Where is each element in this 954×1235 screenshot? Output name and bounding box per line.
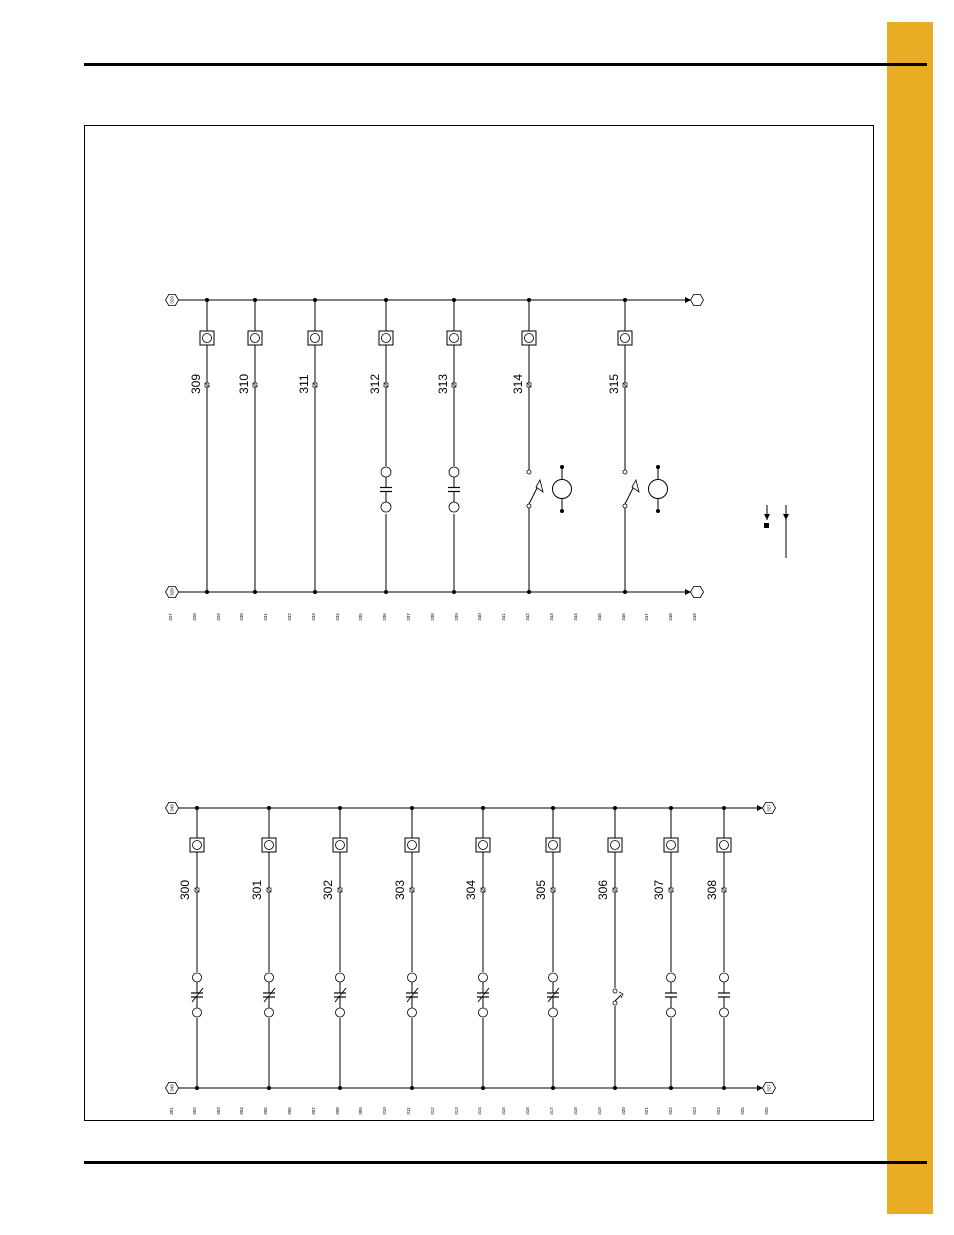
ruler-label: 343: [549, 613, 554, 621]
ruler-label: 317: [549, 1107, 554, 1115]
circuit-307: [652, 806, 678, 1090]
ruler-label: 308: [335, 1107, 340, 1115]
legend-square: [764, 523, 769, 528]
connector-left-bottom: [166, 1082, 179, 1093]
wire-marker: [313, 383, 317, 387]
legend-arrow: [783, 514, 789, 520]
contact-terminal: [408, 973, 417, 982]
ruler-label: 306: [287, 1107, 292, 1115]
contact-terminal: [381, 502, 391, 512]
circuit-number: 314: [511, 373, 525, 395]
circuit-305: [534, 806, 560, 1090]
contact-terminal: [667, 1008, 676, 1017]
wire-marker: [551, 888, 555, 892]
connector-left-top: [166, 802, 179, 813]
contact-terminal: [408, 1008, 417, 1017]
circuit-number: 307: [652, 879, 666, 901]
ruler-label: 348: [668, 613, 673, 621]
connector-left-bottom: [166, 586, 179, 597]
circuit-number: 311: [297, 374, 311, 394]
connector-right-bottom: [763, 1082, 776, 1093]
connector-label: 328: [169, 588, 175, 596]
ruler-label: 327: [168, 613, 173, 621]
terminal-square: [717, 838, 731, 852]
terminal-block: [546, 838, 560, 852]
terminal-block: [333, 838, 347, 852]
contact-terminal: [479, 1008, 488, 1017]
contact-terminal: [667, 973, 676, 982]
circuit-306: [596, 806, 623, 1090]
wire-marker: [669, 888, 673, 892]
ruler-label: 307: [311, 1107, 316, 1115]
terminal-block: [190, 838, 204, 852]
terminal-block: [717, 838, 731, 852]
ruler-label: 328: [192, 613, 197, 621]
circuit-310: [237, 298, 262, 594]
ruler-label: 332: [287, 613, 292, 621]
circuit-number: 305: [534, 879, 548, 901]
contact-terminal: [336, 1008, 345, 1017]
switch-arrow: [536, 480, 543, 492]
wire-marker: [195, 888, 199, 892]
ruler-label: 344: [573, 613, 578, 621]
connector-label: 327: [766, 1084, 772, 1092]
circuit-300: [178, 806, 204, 1090]
ruler-label: 312: [430, 1107, 435, 1115]
terminal-block: [262, 838, 276, 852]
circuit-301: [250, 806, 276, 1090]
wire-marker: [253, 383, 257, 387]
ruler-label: 347: [644, 613, 649, 621]
circuit-number: 313: [436, 373, 450, 395]
ruler-label: 329: [216, 613, 221, 621]
terminal-block: [248, 331, 262, 345]
ruler-label: 313: [454, 1107, 459, 1115]
switch-pin: [613, 1001, 617, 1005]
contact-terminal: [449, 467, 459, 477]
switch-gap: [622, 470, 628, 508]
circuit-number: 302: [321, 879, 335, 901]
wire-marker: [481, 888, 485, 892]
ruler-label: 337: [406, 613, 411, 621]
ruler-scale: [168, 613, 697, 621]
terminal-block: [476, 838, 490, 852]
contact-terminal: [265, 973, 274, 982]
ruler-label: 349: [692, 613, 697, 621]
ruler-label: 334: [335, 613, 340, 621]
circuit-number: 300: [178, 879, 192, 901]
circuit-313: [436, 298, 461, 594]
terminal-block: [308, 331, 322, 345]
ruler-label: 314: [477, 1107, 482, 1115]
motor-circle: [553, 480, 572, 499]
contact-terminal: [336, 973, 345, 982]
flow-arrow: [757, 1085, 763, 1091]
connector-hex: [691, 586, 704, 597]
ruler-label: 335: [358, 613, 363, 621]
circuit-302: [321, 806, 347, 1090]
contact-terminal: [193, 973, 202, 982]
wire-marker: [613, 888, 617, 892]
motor-switch: [527, 465, 572, 513]
circuit-314: [511, 298, 572, 594]
terminal-square: [546, 838, 560, 852]
contact-terminal: [549, 1008, 558, 1017]
circuit-number: 301: [250, 879, 264, 901]
connector-label: 349: [169, 1084, 175, 1092]
contact-terminal: [720, 1008, 729, 1017]
ruler-label: 320: [621, 1107, 626, 1115]
ruler-label: 346: [621, 613, 626, 621]
terminal-block: [405, 838, 419, 852]
motor-switch: [623, 465, 668, 513]
ruler-label: 316: [525, 1107, 530, 1115]
switch-pin: [613, 989, 617, 993]
junction-dot: [656, 465, 660, 469]
upper-diagram: [166, 294, 790, 620]
terminal-block: [664, 838, 678, 852]
switch-arrow: [632, 480, 639, 492]
circuit-number: 312: [368, 373, 382, 395]
connector-right-bottom: [691, 586, 704, 597]
connector-right-top: [763, 802, 776, 813]
flow-arrow: [685, 297, 691, 303]
junction-dot: [656, 509, 660, 513]
terminal-block: [522, 331, 536, 345]
connector-label: 327: [766, 804, 772, 812]
wire-marker: [623, 383, 627, 387]
junction-dot: [560, 509, 564, 513]
circuit-number: 306: [596, 879, 610, 901]
circuit-number: 304: [464, 879, 478, 901]
ruler-label: 304: [239, 1107, 244, 1115]
connector-hex: [691, 294, 704, 305]
ruler-label: 321: [644, 1107, 649, 1115]
wire-marker: [410, 888, 414, 892]
wire-marker: [338, 888, 342, 892]
contact-terminal: [449, 502, 459, 512]
legend-arrow: [764, 514, 770, 520]
switch-pin: [623, 470, 627, 474]
contact-terminal: [479, 973, 488, 982]
flow-arrow: [757, 805, 763, 811]
switch-pin: [527, 470, 531, 474]
ruler-label: 326: [764, 1107, 769, 1115]
wire-marker: [205, 383, 209, 387]
ruler-label: 340: [477, 613, 482, 621]
connector-right-top: [691, 294, 704, 305]
terminal-square: [664, 838, 678, 852]
ruler-label: 324: [716, 1107, 721, 1115]
contact-terminal: [720, 973, 729, 982]
ruler-label: 309: [358, 1107, 363, 1115]
ruler-label: 330: [239, 613, 244, 621]
switch-pin: [527, 504, 531, 508]
terminal-square: [608, 838, 622, 852]
contact-terminal: [193, 1008, 202, 1017]
ruler-label: 315: [501, 1107, 506, 1115]
ruler-label: 331: [263, 613, 268, 621]
circuit-number: 303: [393, 879, 407, 901]
ruler-label: 310: [382, 1107, 387, 1115]
wire-marker: [722, 888, 726, 892]
terminal-block: [618, 331, 632, 345]
switch-gap: [526, 470, 532, 508]
circuit-311: [297, 298, 322, 594]
flow-arrow: [685, 589, 691, 595]
ruler-label: 339: [454, 613, 459, 621]
contact-terminal: [381, 467, 391, 477]
ruler-label: 338: [430, 613, 435, 621]
circuit-309: [189, 298, 214, 594]
contact-terminal: [265, 1008, 274, 1017]
terminal-block: [200, 331, 214, 345]
terminal-block: [608, 838, 622, 852]
ruler-label: 322: [668, 1107, 673, 1115]
circuit-number: 315: [607, 373, 621, 395]
ruler-label: 342: [525, 613, 530, 621]
circuit-303: [393, 806, 419, 1090]
wire-marker: [384, 383, 388, 387]
ruler-label: 302: [192, 1107, 197, 1115]
ruler-label: 305: [263, 1107, 268, 1115]
wire-marker: [452, 383, 456, 387]
ruler-label: 325: [740, 1107, 745, 1115]
circuit-number: 308: [705, 879, 719, 901]
circuit-304: [464, 806, 490, 1090]
circuit-number: 310: [237, 373, 251, 395]
connector-label: 349: [169, 804, 175, 812]
ruler-label: 319: [597, 1107, 602, 1115]
terminal-block: [379, 331, 393, 345]
circuit-number: 309: [189, 373, 203, 395]
switch-pin: [623, 504, 627, 508]
ruler-label: 318: [573, 1107, 578, 1115]
ruler-label: 311: [406, 1107, 411, 1115]
wire-marker: [267, 888, 271, 892]
junction-dot: [560, 465, 564, 469]
connector-left-top: [166, 294, 179, 305]
ruler-label: 345: [597, 613, 602, 621]
ruler-label: 303: [216, 1107, 221, 1115]
ruler-label: 341: [501, 613, 506, 621]
circuit-308: [705, 806, 731, 1090]
ruler-label: 323: [692, 1107, 697, 1115]
wire-marker: [527, 383, 531, 387]
circuit-315: [607, 298, 668, 594]
lower-diagram: [166, 802, 776, 1114]
circuit-312: [368, 298, 393, 594]
terminal-block: [447, 331, 461, 345]
contact-terminal: [549, 973, 558, 982]
legend-symbols: [764, 505, 789, 558]
ruler-scale: [169, 1107, 769, 1115]
motor-circle: [649, 480, 668, 499]
connector-label: 329: [169, 296, 175, 304]
ruler-label: 333: [311, 613, 316, 621]
ruler-label: 336: [382, 613, 387, 621]
ruler-label: 301: [169, 1107, 174, 1115]
